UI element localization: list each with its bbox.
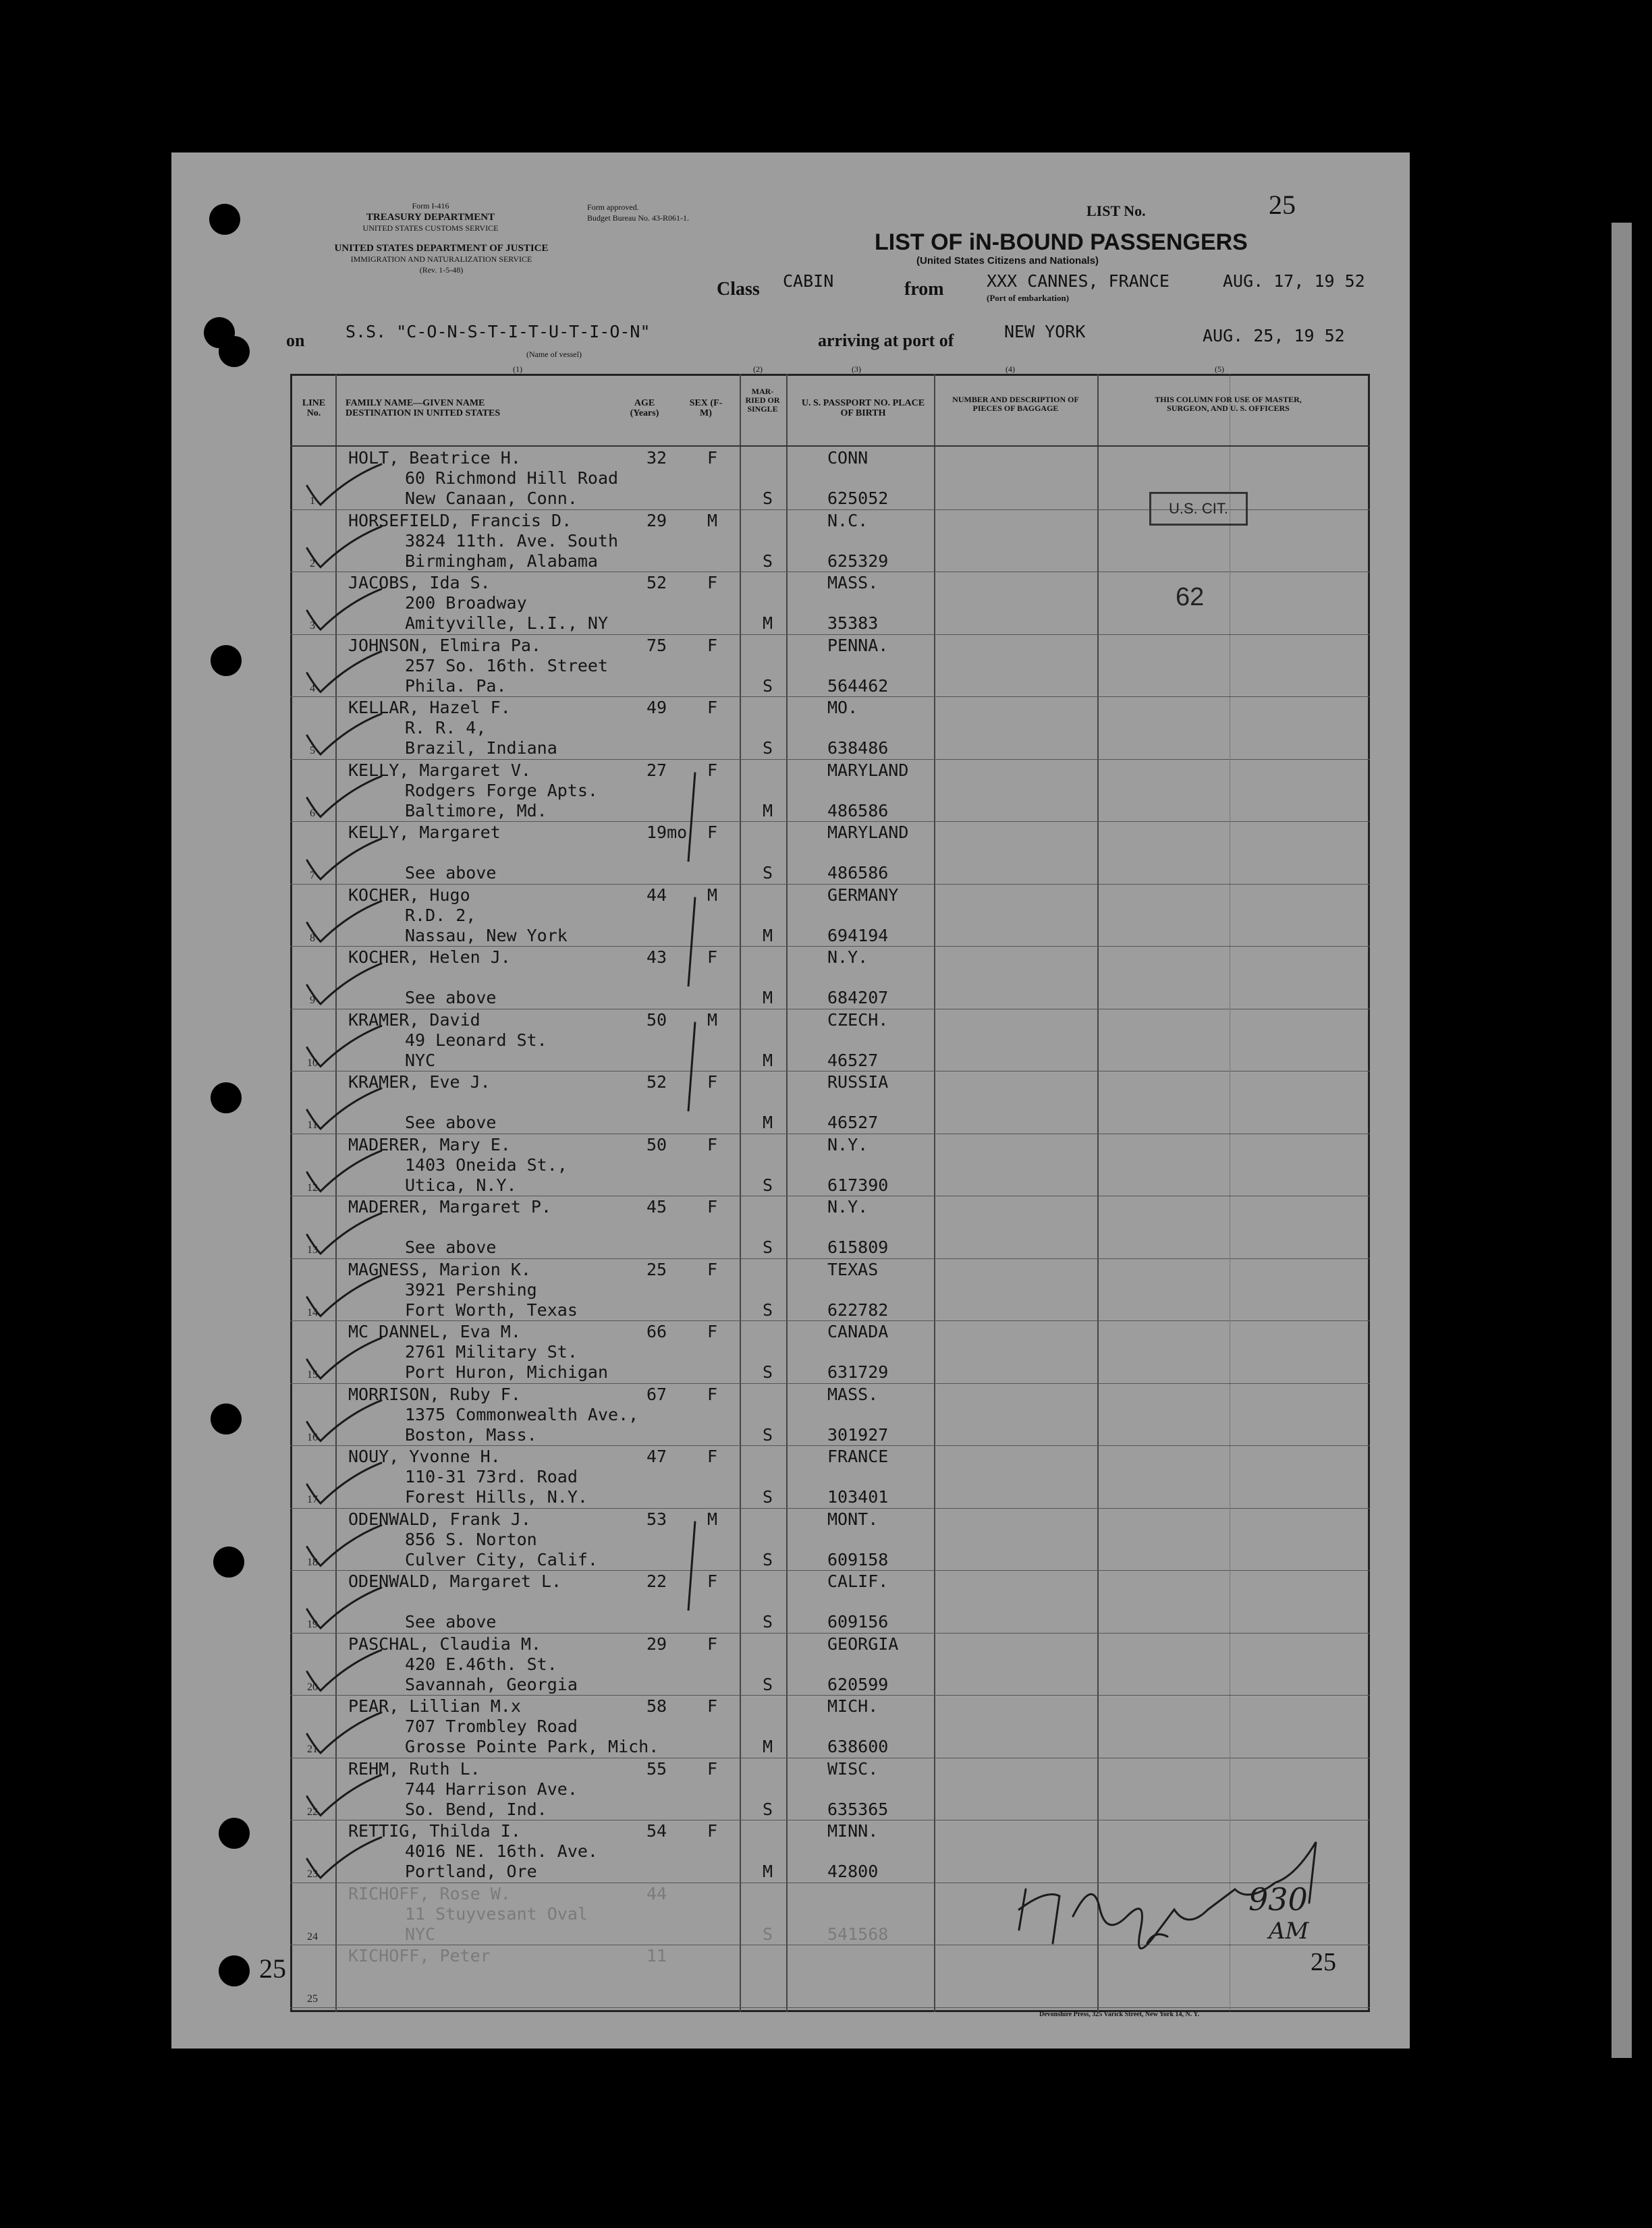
vessel-name: S.S. "C-O-N-S-T-I-T-U-T-I-O-N": [346, 322, 651, 341]
passenger-name: HORSEFIELD, Francis D.: [348, 510, 572, 530]
passport-number: 609158: [827, 1549, 889, 1569]
marital-status: M: [763, 1113, 773, 1132]
passenger-name: KELLY, Margaret: [348, 823, 501, 842]
address-street: 49 Leonard St.: [405, 1030, 547, 1050]
address-street: 707 Trombley Road: [405, 1717, 578, 1736]
passenger-name: KELLY, Margaret V.: [348, 760, 531, 780]
passport-number: 684207: [827, 988, 889, 1007]
passenger-name: RETTIG, Thilda I.: [348, 1821, 521, 1841]
line-number: 19: [307, 1619, 318, 1630]
line-number: 16: [307, 1431, 318, 1443]
bottom-list-no: 25: [1311, 1948, 1336, 1976]
line-number: 24: [307, 1930, 318, 1943]
arriving-label: arriving at port of: [818, 331, 954, 350]
place-of-birth: MASS.: [827, 1384, 879, 1404]
passenger-name: JACOBS, Ida S.: [348, 573, 491, 592]
passport-number: 617390: [827, 1175, 889, 1195]
printer-imprint: Devonshire Press, 325 Varick Street, New York 14, N. Y.: [1039, 2011, 1200, 2018]
passport-number: 486586: [827, 863, 889, 883]
passenger-name: MC DANNEL, Eva M.: [348, 1322, 521, 1341]
check-mark: [307, 1463, 381, 1503]
place-of-birth: CONN: [827, 448, 869, 468]
passenger-sex: M: [707, 1509, 718, 1529]
check-mark: [307, 1026, 381, 1067]
place-of-birth: RUSSIA: [827, 1072, 889, 1092]
passenger-age: 19mo: [646, 823, 688, 842]
check-mark: [307, 1088, 381, 1129]
place-of-birth: CANADA: [827, 1322, 889, 1341]
page-subtitle: (United States Citizens and Nationals): [916, 255, 1099, 267]
place-of-birth: MONT.: [827, 1509, 879, 1529]
passenger-age: 52: [646, 1072, 667, 1092]
passenger-sex: F: [707, 1072, 718, 1092]
passenger-age: 25: [646, 1259, 667, 1279]
address-street: R. R. 4,: [405, 718, 487, 737]
address-city: Portland, Ore: [405, 1862, 537, 1881]
address-city: See above: [405, 988, 497, 1007]
passenger-age: 11: [646, 1946, 667, 1966]
place-of-birth: GEORGIA: [827, 1634, 899, 1654]
check-mark: [307, 964, 381, 1004]
us-citizen-stamp: U.S. CIT.: [1149, 492, 1248, 526]
check-mark: [307, 901, 381, 942]
passenger-name: PASCHAL, Claudia M.: [348, 1634, 541, 1654]
passenger-name: HOLT, Beatrice H.: [348, 448, 521, 468]
line-number: 2: [310, 557, 315, 569]
passport-number: 638600: [827, 1737, 889, 1756]
marital-status: S: [763, 1487, 773, 1507]
line-number: 15: [307, 1369, 318, 1381]
hdr-age: AGE (Years): [630, 398, 659, 418]
line-number: 21: [307, 1744, 318, 1755]
passport-number: 625052: [827, 489, 889, 508]
marital-status: S: [763, 1237, 773, 1257]
address-city: Brazil, Indiana: [405, 738, 557, 758]
passenger-age: 75: [646, 635, 667, 655]
marital-status: S: [763, 1549, 773, 1569]
passenger-sex: F: [707, 573, 718, 592]
address-city: See above: [405, 1612, 497, 1632]
passenger-sex: F: [707, 1447, 718, 1466]
line-number: 8: [310, 932, 315, 944]
passenger-name: MAGNESS, Marion K.: [348, 1259, 531, 1279]
passenger-sex: F: [707, 1259, 718, 1279]
address-city: Grosse Pointe Park, Mich.: [405, 1737, 659, 1756]
check-mark: [307, 1588, 381, 1628]
place-of-birth: MASS.: [827, 573, 879, 592]
address-city: Boston, Mass.: [405, 1424, 537, 1445]
line-number: 13: [307, 1244, 318, 1256]
revision: (Rev. 1-5-48): [419, 265, 464, 275]
passenger-name: ODENWALD, Frank J.: [348, 1509, 531, 1529]
address-street: 11 Stuyvesant Oval: [405, 1903, 588, 1924]
passenger-age: 45: [646, 1197, 667, 1217]
passenger-sex: F: [707, 635, 718, 655]
family-bracket: [688, 897, 695, 987]
form-number: Form I-416: [412, 201, 449, 211]
marital-status: S: [763, 1300, 773, 1320]
ins-service: IMMIGRATION AND NATURALIZATION SERVICE: [350, 254, 532, 264]
address-city: See above: [405, 1113, 497, 1132]
passenger-sex: F: [707, 947, 718, 967]
check-mark: [307, 589, 381, 630]
passenger-name: KELLAR, Hazel F.: [348, 698, 511, 717]
line-number: 7: [310, 870, 315, 881]
col-num-2: (2): [753, 364, 763, 374]
passenger-name: MORRISON, Ruby F.: [348, 1384, 521, 1404]
place-of-birth: WISC.: [827, 1758, 879, 1779]
passenger-sex: F: [707, 1634, 718, 1654]
passport-number: 486586: [827, 800, 889, 820]
passenger-age: 50: [646, 1134, 667, 1154]
address-street: Rodgers Forge Apts.: [405, 780, 598, 800]
place-of-birth: FRANCE: [827, 1447, 889, 1466]
line-number: 1: [310, 495, 315, 507]
passenger-age: 22: [646, 1571, 667, 1591]
arrival-time: 930: [1248, 1881, 1308, 1918]
treasury-dept: TREASURY DEPARTMENT: [366, 212, 495, 223]
address-street: 110-31 73rd. Road: [405, 1467, 578, 1486]
address-street: 420 E.46th. St.: [405, 1654, 557, 1674]
marital-status: M: [763, 613, 773, 633]
hdr-passport: U. S. PASSPORT NO. PLACE OF BIRTH: [801, 398, 925, 418]
marital-status: S: [763, 675, 773, 696]
passenger-name: REHM, Ruth L.: [348, 1758, 480, 1779]
address-city: Phila. Pa.: [405, 675, 507, 696]
passport-number: 35383: [827, 613, 879, 633]
place-of-birth: CALIF.: [827, 1571, 889, 1591]
marital-status: S: [763, 551, 773, 571]
line-number: 4: [310, 682, 315, 694]
passenger-age: 32: [646, 448, 667, 468]
check-mark: [307, 1775, 381, 1816]
line-number: 6: [310, 807, 315, 819]
hdr-baggage: NUMBER AND DESCRIPTION OF PIECES OF BAGGAGE: [952, 395, 1079, 413]
place-of-birth: N.C.: [827, 510, 869, 530]
address-street: 1403 Oneida St.,: [405, 1154, 568, 1175]
place-of-birth: PENNA.: [827, 635, 889, 655]
passport-number: 301927: [827, 1424, 889, 1445]
line-number: 12: [307, 1181, 318, 1194]
hdr-line-no: LINE No.: [302, 398, 326, 418]
address-street: 200 Broadway: [405, 593, 527, 613]
hdr-married: MAR-RIED OR SINGLE: [745, 387, 780, 414]
place-of-birth: MARYLAND: [827, 760, 909, 780]
passenger-count: 62: [1176, 583, 1205, 611]
marital-status: S: [763, 1175, 773, 1195]
passenger-sex: F: [707, 1384, 718, 1404]
address-street: 856 S. Norton: [405, 1529, 537, 1549]
check-mark: [307, 777, 381, 817]
class-value: CABIN: [783, 271, 834, 291]
line-number: 10: [307, 1057, 318, 1069]
check-mark: [307, 1526, 381, 1566]
family-bracket: [688, 1022, 695, 1112]
address-city: See above: [405, 1237, 497, 1257]
passenger-name: ODENWALD, Margaret L.: [348, 1571, 562, 1591]
place-of-birth: MARYLAND: [827, 823, 909, 842]
marital-status: S: [763, 1799, 773, 1819]
passenger-name: KRAMER, David: [348, 1009, 480, 1030]
line-number: 18: [307, 1556, 318, 1568]
marital-status: M: [763, 925, 773, 945]
place-of-birth: MINN.: [827, 1821, 879, 1841]
passenger-name: KRAMER, Eve J.: [348, 1072, 491, 1092]
passport-number: 541568: [827, 1924, 889, 1944]
address-street: 744 Harrison Ave.: [405, 1779, 578, 1799]
justice-dept: UNITED STATES DEPARTMENT OF JUSTICE: [334, 243, 549, 254]
passenger-name: KOCHER, Hugo: [348, 885, 470, 905]
line-number: 23: [307, 1868, 318, 1880]
hdr-officers: THIS COLUMN FOR USE OF MASTER, SURGEON, AND U. S. OFFICERS: [1155, 395, 1302, 413]
line-number: 20: [307, 1681, 318, 1693]
passenger-sex: F: [707, 1197, 718, 1217]
passenger-name: NOUY, Yvonne H.: [348, 1447, 501, 1466]
page-title: LIST OF iN-BOUND PASSENGERS: [875, 229, 1248, 255]
from-date: AUG. 17, 19 52: [1223, 271, 1365, 291]
passport-number: 46527: [827, 1050, 879, 1070]
line-number: 9: [310, 995, 315, 1006]
marital-status: S: [763, 489, 773, 508]
vessel-caption: (Name of vessel): [526, 350, 582, 359]
passenger-name: MADERER, Mary E.: [348, 1134, 511, 1154]
check-mark: [307, 714, 381, 754]
passport-number: 615809: [827, 1237, 889, 1257]
passenger-sex: F: [707, 760, 718, 780]
hdr-sex: SEX (F-M): [689, 398, 723, 418]
on-label: on: [286, 331, 305, 350]
address-street: 1375 Commonwealth Ave.,: [405, 1404, 639, 1424]
address-city: Nassau, New York: [405, 925, 568, 945]
check-mark: [307, 1338, 381, 1378]
line-number: 25: [307, 1993, 318, 2005]
inspector-signature: [1019, 1842, 1316, 1949]
address-street: 4016 NE. 16th. Ave.: [405, 1841, 598, 1861]
hdr-name: FAMILY NAME—GIVEN NAME DESTINATION IN UNITED STATES: [346, 398, 501, 418]
address-street: 60 Richmond Hill Road: [405, 468, 619, 488]
form-approved: Form approved.: [587, 202, 639, 212]
passenger-age: 47: [646, 1447, 667, 1466]
marital-status: S: [763, 738, 773, 758]
passenger-sex: F: [707, 1322, 718, 1341]
address-street: 3824 11th. Ave. South: [405, 530, 619, 551]
address-city: Fort Worth, Texas: [405, 1300, 578, 1320]
marital-status: S: [763, 1924, 773, 1944]
passport-number: 635365: [827, 1799, 889, 1819]
place-of-birth: TEXAS: [827, 1259, 879, 1279]
line-number: 3: [310, 620, 315, 632]
passport-number: 622782: [827, 1300, 889, 1320]
family-bracket: [688, 1522, 695, 1611]
address-city: Savannah, Georgia: [405, 1674, 578, 1694]
list-no-value: 25: [1269, 190, 1296, 220]
passenger-age: 44: [646, 1883, 667, 1903]
address-city: Culver City, Calif.: [405, 1549, 598, 1569]
col-num-4: (4): [1006, 364, 1015, 374]
check-mark: [307, 527, 381, 567]
marital-status: M: [763, 800, 773, 820]
address-city: New Canaan, Conn.: [405, 489, 578, 508]
passenger-age: 49: [646, 698, 667, 717]
line-number: 11: [307, 1119, 318, 1131]
passenger-sex: F: [707, 1134, 718, 1154]
check-mark: [307, 839, 381, 879]
passenger-age: 50: [646, 1009, 667, 1030]
passenger-name: MADERER, Margaret P.: [348, 1197, 552, 1217]
passport-number: 46527: [827, 1113, 879, 1132]
place-of-birth: GERMANY: [827, 885, 899, 905]
marital-status: S: [763, 1424, 773, 1445]
passport-number: 609156: [827, 1612, 889, 1632]
place-of-birth: MO.: [827, 698, 858, 717]
passenger-age: 54: [646, 1821, 667, 1841]
marital-status: M: [763, 1862, 773, 1881]
passenger-sex: F: [707, 823, 718, 842]
line-number: 5: [310, 745, 315, 756]
line-number: 22: [307, 1806, 318, 1818]
passport-number: 625329: [827, 551, 889, 571]
place-of-birth: CZECH.: [827, 1009, 889, 1030]
passenger-sex: M: [707, 510, 718, 530]
passenger-age: 66: [646, 1322, 667, 1341]
marital-status: S: [763, 1674, 773, 1694]
address-street: R.D. 2,: [405, 905, 476, 925]
arriving-port: NEW YORK: [1004, 322, 1086, 341]
address-city: So. Bend, Ind.: [405, 1799, 547, 1819]
passport-number: 620599: [827, 1674, 889, 1694]
check-mark: [307, 1837, 381, 1878]
marital-status: S: [763, 1362, 773, 1382]
place-of-birth: MICH.: [827, 1696, 879, 1716]
check-mark: [307, 1401, 381, 1441]
place-of-birth: N.Y.: [827, 947, 869, 967]
address-city: Forest Hills, N.Y.: [405, 1487, 588, 1507]
passport-number: 42800: [827, 1862, 879, 1881]
passenger-sex: F: [707, 1696, 718, 1716]
check-mark: [307, 464, 381, 505]
passenger-sex: F: [707, 1821, 718, 1841]
passenger-age: 44: [646, 885, 667, 905]
passenger-name: JOHNSON, Elmira Pa.: [348, 635, 541, 655]
passenger-age: 67: [646, 1384, 667, 1404]
address-city: NYC: [405, 1050, 436, 1070]
passenger-age: 29: [646, 510, 667, 530]
from-label: from: [904, 279, 944, 300]
address-city: Amityville, L.I., NY: [405, 613, 609, 633]
passenger-name: PEAR, Lillian M.x: [348, 1696, 521, 1716]
address-city: See above: [405, 863, 497, 883]
passenger-age: 55: [646, 1758, 667, 1779]
passenger-name: KOCHER, Helen J.: [348, 947, 511, 967]
passenger-age: 43: [646, 947, 667, 967]
arrival-ampm: AM: [1269, 1918, 1309, 1945]
check-mark: [307, 1712, 381, 1753]
passport-number: 694194: [827, 925, 889, 945]
class-label: Class: [717, 279, 760, 300]
address-city: Baltimore, Md.: [405, 800, 547, 820]
address-street: 3921 Pershing: [405, 1279, 537, 1300]
check-mark: [307, 1650, 381, 1691]
passenger-name: KICHOFF, Peter: [348, 1946, 491, 1966]
marital-status: S: [763, 1612, 773, 1632]
check-mark: [307, 1213, 381, 1254]
check-mark: [307, 652, 381, 692]
passenger-age: 53: [646, 1509, 667, 1529]
from-port: XXX CANNES, FRANCE: [987, 271, 1169, 291]
passport-number: 638486: [827, 738, 889, 758]
passenger-age: 27: [646, 760, 667, 780]
place-of-birth: N.Y.: [827, 1197, 869, 1217]
passenger-sex: M: [707, 1009, 718, 1030]
check-mark: [307, 1151, 381, 1192]
port-embark-caption: (Port of embarkation): [987, 293, 1070, 303]
passport-number: 103401: [827, 1487, 889, 1507]
passenger-age: 52: [646, 573, 667, 592]
passenger-sex: F: [707, 698, 718, 717]
passenger-sex: F: [707, 1571, 718, 1591]
passenger-name: RICHOFF, Rose W.: [348, 1883, 511, 1903]
address-city: Utica, N.Y.: [405, 1175, 517, 1195]
passenger-sex: F: [707, 448, 718, 468]
budget-bureau: Budget Bureau No. 43-R061-1.: [587, 213, 689, 223]
passenger-sex: M: [707, 885, 718, 905]
col-num-1: (1): [513, 364, 522, 374]
col-num-5: (5): [1215, 364, 1224, 374]
passenger-sex: F: [707, 1758, 718, 1779]
marital-status: M: [763, 1050, 773, 1070]
line-number: 14: [307, 1306, 318, 1318]
address-street: 257 So. 16th. Street: [405, 655, 609, 675]
list-no-label: LIST No.: [1086, 202, 1146, 219]
place-of-birth: N.Y.: [827, 1134, 869, 1154]
family-bracket: [688, 773, 695, 862]
passport-number: 564462: [827, 675, 889, 696]
passport-number: 631729: [827, 1362, 889, 1382]
marital-status: M: [763, 1737, 773, 1756]
marital-status: S: [763, 863, 773, 883]
line-number: 17: [307, 1494, 318, 1505]
col-num-3: (3): [852, 364, 861, 374]
address-city: Birmingham, Alabama: [405, 551, 598, 571]
margin-list-no: 25: [259, 1953, 286, 1984]
arriving-date: AUG. 25, 19 52: [1203, 326, 1345, 345]
passenger-age: 29: [646, 1634, 667, 1654]
address-street: 2761 Military St.: [405, 1342, 578, 1362]
customs-service: UNITED STATES CUSTOMS SERVICE: [362, 223, 499, 233]
address-city: Port Huron, Michigan: [405, 1362, 609, 1382]
passenger-age: 58: [646, 1696, 667, 1716]
check-mark: [307, 1276, 381, 1316]
marital-status: M: [763, 988, 773, 1007]
address-city: NYC: [405, 1924, 436, 1944]
